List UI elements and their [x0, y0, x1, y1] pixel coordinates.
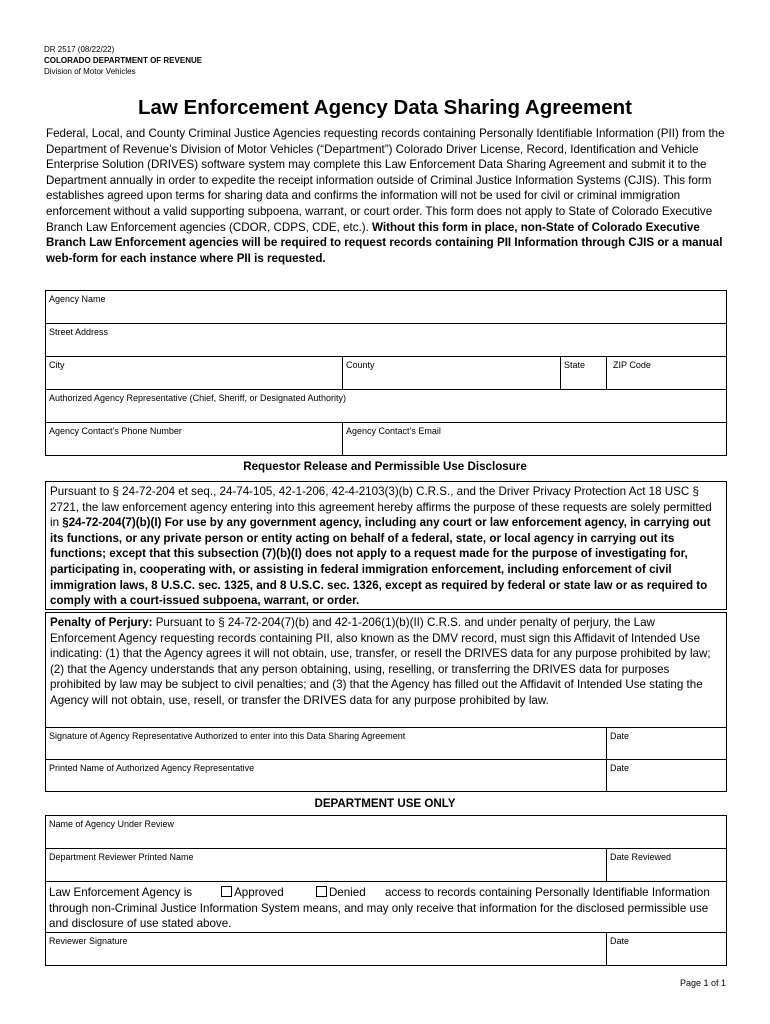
review-date-label: Date: [610, 936, 630, 946]
agency-name-field[interactable]: [46, 291, 727, 324]
approved-label: Approved: [234, 886, 284, 899]
county-label: County: [346, 360, 375, 370]
release-bold-text: §24-72-204(7)(b)(I) For use by any government agency, including any court or law enforcement agency, in carrying out its functions, or any private person or entity acting on behalf of a federal, state, or local agency in carrying out its functions; except that this subsection (7)(b)(I) does not apply to a request made for the purpose of investigating for, participating in, cooperating with, or assisting in federal immigration enforcement, including enforcement of civil immigration laws, 8 U.S.C. sec. 1325, and 8 U.S.C. sec. 1326, except as required by federal or state law or as required to comply with a court-issued subpoena, warrant, or order.: [50, 516, 711, 608]
representative-label: Authorized Agency Representative (Chief, Sheriff, or Designated Authority): [49, 393, 346, 403]
reviewer-name-field[interactable]: [46, 849, 607, 882]
release-disclosure-box: [45, 481, 727, 610]
state-label: State: [564, 360, 586, 370]
approval-row: [46, 882, 727, 933]
city-label: City: [49, 360, 65, 370]
signature-date-label: Date: [610, 731, 630, 741]
street-address-label: Street Address: [49, 327, 109, 337]
perjury-label: Penalty of Perjury:: [50, 616, 153, 629]
release-heading: Requestor Release and Permissible Use Disclosure: [243, 460, 527, 473]
division-name: Division of Motor Vehicles: [44, 67, 136, 76]
signature-table: [45, 727, 727, 792]
printed-name-label: Printed Name of Authorized Agency Representative: [49, 763, 255, 773]
agency-review-field[interactable]: [46, 816, 727, 849]
phone-field[interactable]: [46, 423, 343, 456]
email-label: Agency Contact’s Email: [346, 426, 441, 436]
review-date-field[interactable]: [607, 933, 727, 966]
phone-label: Agency Contact’s Phone Number: [49, 426, 182, 436]
agency-is-label: Law Enforcement Agency is: [49, 886, 193, 899]
agency-signature-label: Signature of Agency Representative Authorized to enter into this Data Sharing Agreement: [49, 731, 406, 741]
perjury-text: Pursuant to § 24-72-204(7)(b) and 42-1-206(1)(b)(II) C.R.S. and under penalty of perjury, the Law Enforcement Agency requesting records containing PII, also known as the DMV record, must sign this Affidavit of Intended Use indicating: (1) that the Agency agrees it will not obtain, use, transfer, or resell the DRIVES data for any purpose prohibited by law; (2) that the Agency understands that any person obtaining, using, reselling, or transferring the DRIVES data for purposes prohibited by law may be subject to civil penalties; and (3) that the Agency has filled out the Affidavit of Intended Use stating the Agency will not obtain, use, resell, or transfer the DRIVES data for any purpose prohibited by law.: [50, 616, 711, 707]
denied-checkbox[interactable]: [316, 886, 327, 897]
zip-field[interactable]: [607, 357, 727, 390]
zip-label: ZIP Code: [613, 360, 651, 370]
page-number: Page 1 of 1: [679, 978, 726, 988]
page-title: Law Enforcement Agency Data Sharing Agreement: [137, 96, 632, 119]
date-reviewed-field[interactable]: [607, 849, 727, 882]
city-field[interactable]: [46, 357, 343, 390]
representative-field[interactable]: [46, 390, 727, 423]
signature-date-field[interactable]: [607, 728, 727, 760]
agency-name-label: Agency Name: [49, 294, 106, 304]
county-field[interactable]: [343, 357, 561, 390]
form-number: DR 2517 (08/22/22): [44, 45, 115, 54]
printed-name-field[interactable]: [46, 760, 607, 792]
agency-info-table: [45, 290, 727, 456]
form-header: [44, 44, 202, 77]
department-use-table: [45, 815, 727, 966]
printed-name-date-field[interactable]: [607, 760, 727, 792]
reviewer-name-label: Department Reviewer Printed Name: [49, 852, 194, 862]
approved-checkbox[interactable]: [221, 886, 232, 897]
email-field[interactable]: [343, 423, 727, 456]
agency-review-label: Name of Agency Under Review: [49, 819, 175, 829]
intro-paragraph: [46, 126, 726, 266]
street-address-field[interactable]: [46, 324, 727, 357]
reviewer-signature-field[interactable]: [46, 933, 607, 966]
printed-name-date-label: Date: [610, 763, 630, 773]
intro-text: Federal, Local, and County Criminal Justice Agencies requesting records containing Personally Identifiable Information (PII) from the Department of Revenue’s Division of Motor Vehicles (“Department”) Colorado Driver License, Record, Identification and Vehicle Enterprise Solution (DRIVES) software system may complete this Law Enforcement Data Sharing Agreement and submit it to the Department annually in order to expedite the receipt information outside of Criminal Justice Information Systems (CJIS). This form establishes agreed upon terms for sharing data and confirms the information will not be used for civil or criminal immigration enforcement without a valid supporting subpoena, warrant, or court order. This form does not apply to State of Colorado Executive Branch Law Enforcement agencies (CDOR, CDPS, CDE, etc.).: [46, 127, 725, 234]
perjury-box: [45, 612, 727, 728]
denied-label: Denied: [328, 886, 366, 899]
access-text: access to records containing Personally Identifiable Information through non-Criminal Justice Information System means, and may only receive that information for the disclosed permissible use and disclosure of use stated above.: [49, 886, 710, 931]
department-use-heading: DEPARTMENT USE ONLY: [314, 797, 456, 810]
reviewer-signature-label: Reviewer Signature: [49, 936, 128, 946]
intro-bold-text: Without this form in place, non-State of Colorado Executive Branch Law Enforcement agencies will be required to request records containing PII Information through CJIS or a manual web-form for each instance where PII is requested.: [46, 220, 723, 265]
agency-signature-field[interactable]: [46, 728, 607, 760]
department-name: COLORADO DEPARTMENT OF REVENUE: [44, 56, 203, 65]
release-text: Pursuant to § 24-72-204 et seq., 24-74-105, 42-1-206, 42-4-2103(3)(b) C.R.S., and the Driver Privacy Protection Act 18 USC § 2721, the law enforcement agency entering into this agreement hereby affirms the purpose of these requests are solely permitted in: [50, 485, 712, 530]
date-reviewed-label: Date Reviewed: [610, 852, 672, 862]
state-field[interactable]: [561, 357, 607, 390]
